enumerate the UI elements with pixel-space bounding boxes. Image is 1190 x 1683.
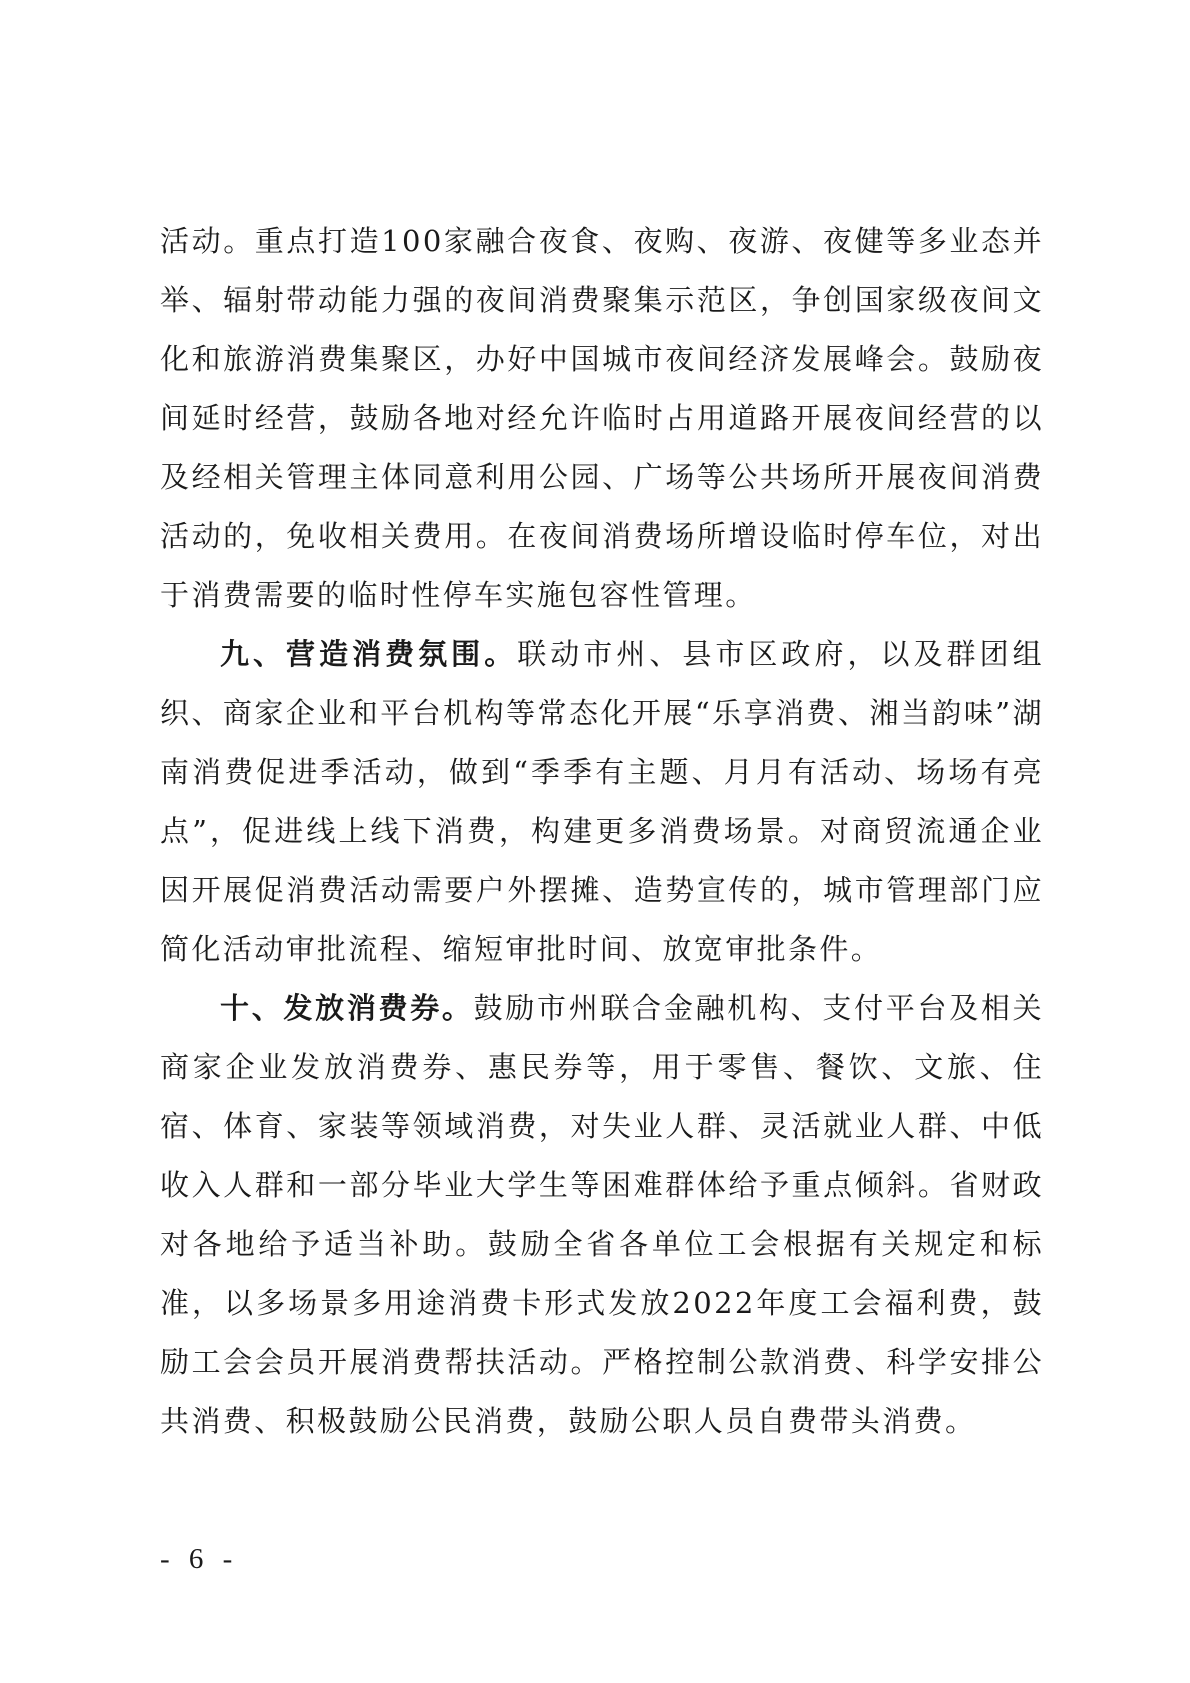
paragraph-text: 活动。重点打造100家融合夜食、夜购、夜游、夜健等多业态并举、辐射带动能力强的夜间消费聚集示范区，争创国家级夜间文化和旅游消费集聚区，办好中国城市夜间经济发展峰会。鼓励夜间延时经营，鼓励各地对经允许临时占用道路开展夜间经营的以及经相关管理主体同意利用公园、广场等公共场所开展夜间消费活动的，免收相关费用。在夜间消费场所增设临时停车位，对出于消费需要的临时性停车实施包容性管理。 bbox=[160, 224, 1044, 612]
paragraph-consumption-atmosphere bbox=[160, 625, 1044, 979]
paragraph-night-economy bbox=[160, 212, 1044, 625]
paragraph-text: 鼓励市州联合金融机构、支付平台及相关商家企业发放消费券、惠民券等，用于零售、餐饮、文旅、住宿、体育、家装等领域消费，对失业人群、灵活就业人群、中低收入人群和一部分毕业大学生等困难群体给予重点倾斜。省财政对各地给予适当补助。鼓励全省各单位工会根据有关规定和标准，以多场景多用途消费卡形式发放2022年度工会福利费，鼓励工会会员开展消费帮扶活动。严格控制公款消费、科学安排公共消费、积极鼓励公民消费，鼓励公职人员自费带头消费。 bbox=[160, 991, 1045, 1438]
document-body bbox=[160, 212, 1044, 1451]
section-heading-nine: 九、营造消费氛围。 bbox=[220, 637, 518, 671]
page-number: - 6 - bbox=[160, 1543, 239, 1575]
paragraph-consumption-vouchers bbox=[160, 979, 1044, 1451]
paragraph-text: 联动市州、县市区政府，以及群团组织、商家企业和平台机构等常态化开展“乐享消费、湘当韵味”湖南消费促进季活动，做到“季季有主题、月月有活动、场场有亮点”，促进线上线下消费，构建更多消费场景。对商贸流通企业因开展促消费活动需要户外摆摊、造势宣传的，城市管理部门应简化活动审批流程、缩短审批时间、放宽审批条件。 bbox=[160, 637, 1045, 966]
section-heading-ten: 十、发放消费券。 bbox=[220, 991, 474, 1025]
